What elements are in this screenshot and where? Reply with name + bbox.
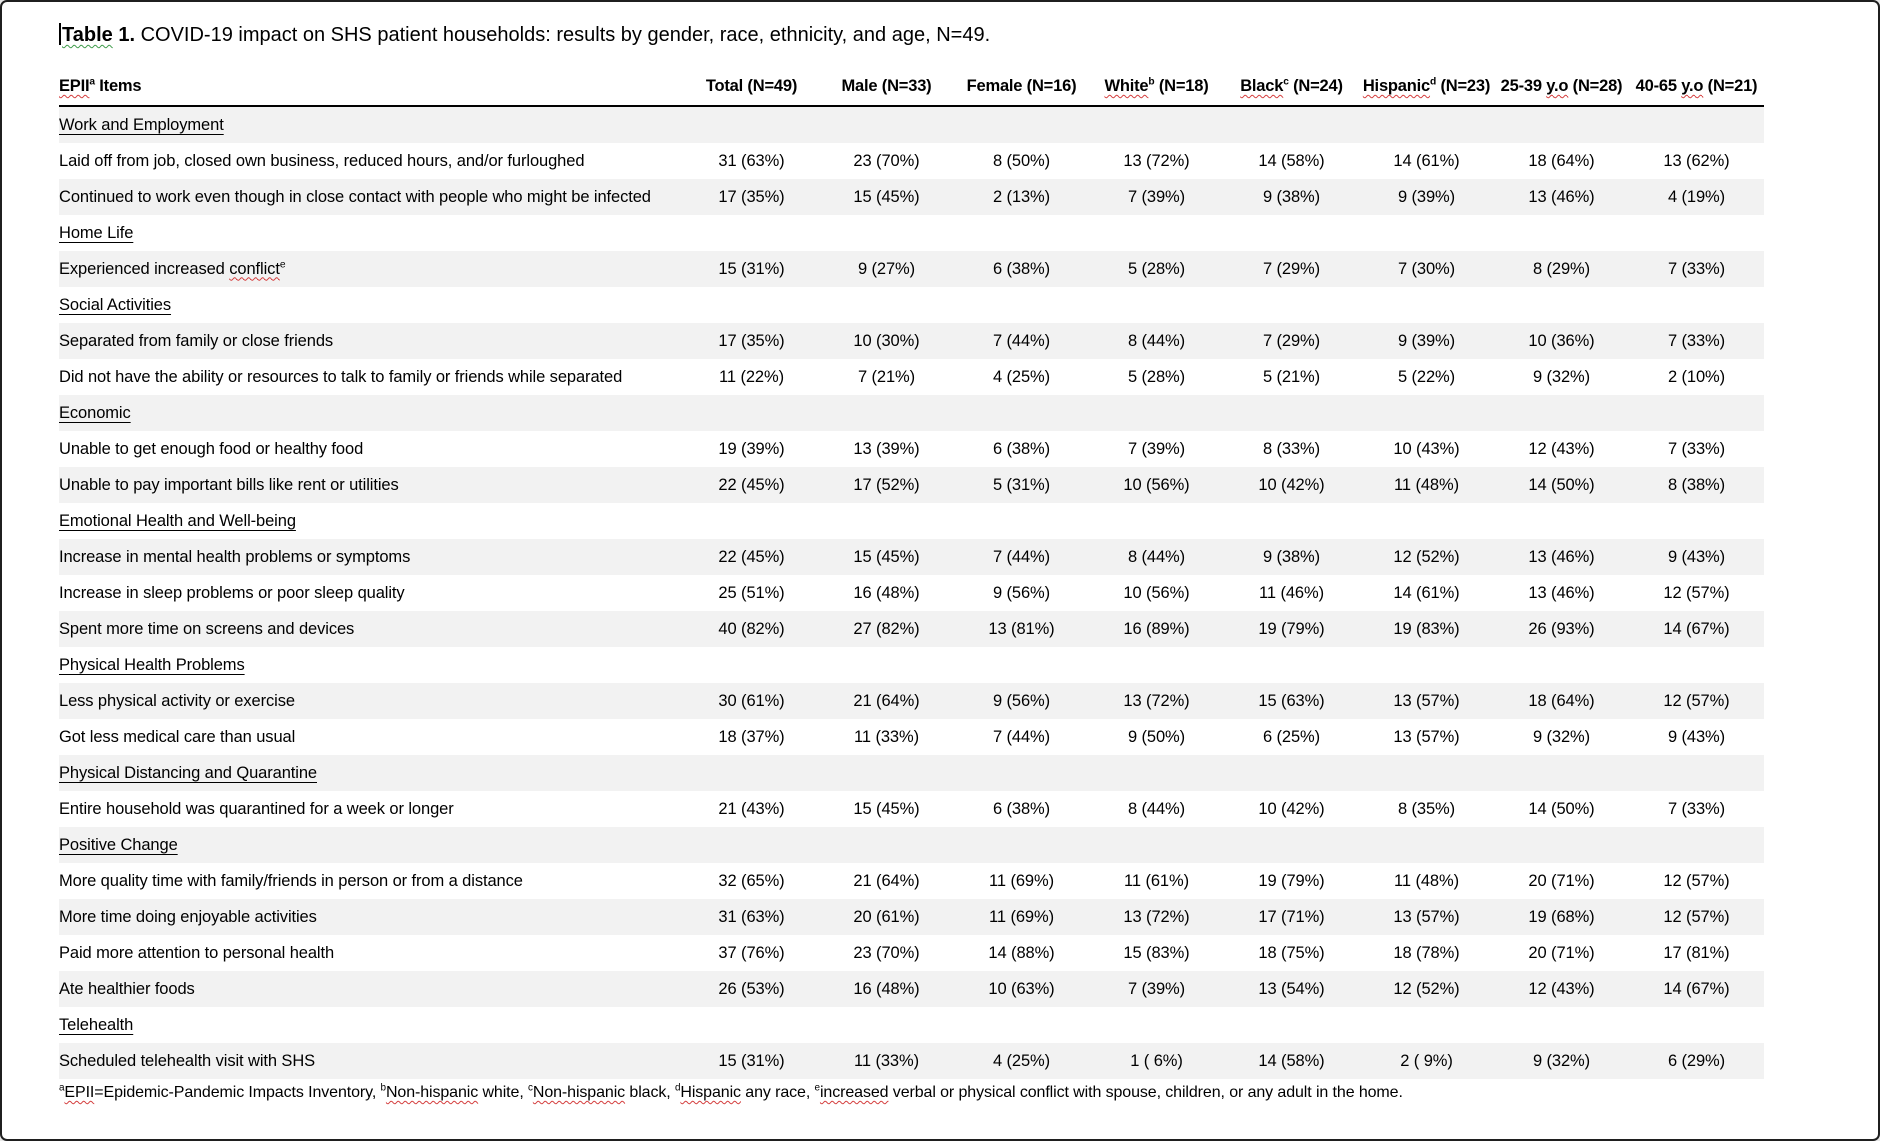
superscript-note-mark: b bbox=[380, 1082, 386, 1094]
item-row bbox=[59, 359, 1764, 395]
value-cell: 13 (57%) bbox=[1393, 907, 1460, 926]
item-row bbox=[59, 899, 1764, 935]
value-cell: 18 (78%) bbox=[1393, 943, 1460, 962]
value-cell: 12 (57%) bbox=[1663, 871, 1730, 890]
value-cell: 10 (42%) bbox=[1258, 799, 1325, 818]
value-cell: 7 (39%) bbox=[1127, 187, 1186, 206]
item-text: More time doing enjoyable activities bbox=[59, 907, 317, 926]
value-cell: 40 (82%) bbox=[718, 619, 785, 638]
item-label bbox=[59, 179, 684, 215]
value-cell: 9 (56%) bbox=[992, 691, 1051, 710]
section-label bbox=[59, 503, 1764, 539]
item-label bbox=[59, 575, 684, 611]
value-cell: 7 (29%) bbox=[1262, 331, 1321, 350]
section-label bbox=[59, 106, 1764, 143]
value-cell: 30 (61%) bbox=[718, 691, 785, 710]
value-cell: 22 (45%) bbox=[718, 547, 785, 566]
value-cell: 14 (58%) bbox=[1258, 151, 1325, 170]
value-cell: 10 (63%) bbox=[988, 979, 1055, 998]
table-footnote bbox=[59, 1084, 1764, 1102]
value-cell: 13 (72%) bbox=[1123, 151, 1190, 170]
value-cell: 15 (31%) bbox=[718, 1051, 785, 1070]
header-text: (N=21) bbox=[1703, 77, 1758, 95]
value-cell: 2 (10%) bbox=[1667, 367, 1726, 386]
item-text: Ate healthier foods bbox=[59, 979, 195, 998]
item-row bbox=[59, 719, 1764, 755]
flagged-word: EPII bbox=[64, 1084, 95, 1101]
value-cell: 10 (43%) bbox=[1393, 439, 1460, 458]
value-cell: 8 (29%) bbox=[1532, 259, 1591, 278]
item-text: Laid off from job, closed own business, reduced hours, and/or furloughed bbox=[59, 151, 585, 170]
value-cell: 14 (50%) bbox=[1528, 475, 1595, 494]
header-text: (N=24) bbox=[1288, 77, 1343, 95]
section-text: Social Activities bbox=[59, 295, 172, 314]
header-text: Male (N=33) bbox=[841, 77, 932, 95]
value-cell: 12 (52%) bbox=[1393, 547, 1460, 566]
value-cell: 11 (69%) bbox=[989, 871, 1054, 890]
value-cell: 20 (71%) bbox=[1528, 943, 1595, 962]
section-text: Economic bbox=[59, 403, 131, 422]
superscript-note-mark: c bbox=[1283, 76, 1289, 88]
value-cell: 17 (35%) bbox=[718, 187, 785, 206]
flagged-word: Non-hispanic bbox=[385, 1084, 479, 1101]
section-row bbox=[59, 647, 1764, 683]
header-text: (N=18) bbox=[1154, 77, 1209, 95]
header-text: (N=28) bbox=[1568, 77, 1623, 95]
item-text: Increase in sleep problems or poor sleep quality bbox=[59, 583, 405, 602]
value-cell: 10 (42%) bbox=[1258, 475, 1325, 494]
column-header bbox=[1224, 57, 1359, 106]
value-cell: 7 (39%) bbox=[1127, 439, 1186, 458]
value-cell: 14 (88%) bbox=[988, 943, 1055, 962]
item-row bbox=[59, 251, 1764, 287]
value-cell: 11 (69%) bbox=[989, 907, 1054, 926]
value-cell: 17 (35%) bbox=[718, 331, 785, 350]
value-cell: 6 (38%) bbox=[992, 439, 1051, 458]
value-cell: 10 (56%) bbox=[1123, 475, 1190, 494]
column-header bbox=[819, 57, 954, 106]
superscript-note-mark: a bbox=[89, 76, 95, 88]
epii-results-table bbox=[59, 57, 1764, 1079]
item-text: Got less medical care than usual bbox=[59, 727, 296, 746]
section-text: Home Life bbox=[59, 223, 134, 242]
item-label bbox=[59, 1043, 684, 1079]
value-cell: 7 (33%) bbox=[1667, 259, 1726, 278]
value-cell: 32 (65%) bbox=[718, 871, 785, 890]
value-cell: 14 (50%) bbox=[1528, 799, 1595, 818]
column-header bbox=[954, 57, 1089, 106]
item-text: Unable to get enough food or healthy food bbox=[59, 439, 364, 458]
value-cell: 6 (25%) bbox=[1262, 727, 1321, 746]
value-cell: 13 (62%) bbox=[1663, 151, 1730, 170]
value-cell: 8 (44%) bbox=[1127, 547, 1186, 566]
item-row bbox=[59, 1043, 1764, 1079]
section-label bbox=[59, 1007, 1764, 1043]
item-label bbox=[59, 863, 684, 899]
flagged-word: Table bbox=[62, 24, 113, 46]
item-text: Separated from family or close friends bbox=[59, 331, 334, 350]
value-cell: 7 (44%) bbox=[992, 331, 1051, 350]
header-row bbox=[59, 57, 1764, 106]
table-header bbox=[59, 57, 1764, 106]
value-cell: 13 (57%) bbox=[1393, 691, 1460, 710]
item-label bbox=[59, 683, 684, 719]
section-label bbox=[59, 215, 1764, 251]
value-cell: 8 (35%) bbox=[1397, 799, 1456, 818]
value-cell: 19 (79%) bbox=[1258, 871, 1325, 890]
value-cell: 25 (51%) bbox=[718, 583, 785, 602]
item-label bbox=[59, 323, 684, 359]
item-label bbox=[59, 359, 684, 395]
value-cell: 19 (39%) bbox=[718, 439, 785, 458]
item-row bbox=[59, 611, 1764, 647]
section-label bbox=[59, 827, 1764, 863]
section-row bbox=[59, 827, 1764, 863]
value-cell: 13 (39%) bbox=[853, 439, 920, 458]
item-label bbox=[59, 791, 684, 827]
value-cell: 12 (57%) bbox=[1663, 691, 1730, 710]
value-cell: 11 (48%) bbox=[1394, 475, 1459, 494]
value-cell: 14 (67%) bbox=[1663, 619, 1730, 638]
flagged-word: EPII bbox=[59, 77, 90, 95]
value-cell: 5 (21%) bbox=[1262, 367, 1321, 386]
flagged-word: Non-hispanic bbox=[532, 1084, 626, 1101]
value-cell: 13 (72%) bbox=[1123, 691, 1190, 710]
value-cell: 9 (39%) bbox=[1397, 331, 1456, 350]
value-cell: 2 ( 9%) bbox=[1400, 1051, 1453, 1070]
section-text: Telehealth bbox=[59, 1015, 134, 1034]
value-cell: 1 ( 6%) bbox=[1130, 1051, 1183, 1070]
item-text: Less physical activity or exercise bbox=[59, 691, 295, 710]
header-text: Items bbox=[94, 77, 142, 95]
superscript-note-mark: e bbox=[814, 1082, 820, 1094]
value-cell: 27 (82%) bbox=[853, 619, 920, 638]
footnote-text: any race, bbox=[740, 1084, 815, 1101]
section-text: Emotional Health and Well-being bbox=[59, 511, 296, 530]
value-cell: 8 (44%) bbox=[1127, 799, 1186, 818]
value-cell: 13 (54%) bbox=[1258, 979, 1325, 998]
superscript-note-mark: d bbox=[1430, 76, 1437, 88]
section-row bbox=[59, 287, 1764, 323]
header-text: Female (N=16) bbox=[966, 77, 1077, 95]
text-cursor bbox=[59, 23, 61, 45]
item-text: Paid more attention to personal health bbox=[59, 943, 335, 962]
value-cell: 4 (25%) bbox=[992, 1051, 1051, 1070]
value-cell: 7 (21%) bbox=[857, 367, 916, 386]
value-cell: 18 (64%) bbox=[1528, 151, 1595, 170]
value-cell: 23 (70%) bbox=[853, 151, 920, 170]
value-cell: 19 (83%) bbox=[1393, 619, 1460, 638]
item-row bbox=[59, 467, 1764, 503]
value-cell: 22 (45%) bbox=[718, 475, 785, 494]
value-cell: 8 (33%) bbox=[1262, 439, 1321, 458]
item-row bbox=[59, 539, 1764, 575]
value-cell: 11 (22%) bbox=[719, 367, 784, 386]
superscript-note-mark: b bbox=[1148, 76, 1155, 88]
value-cell: 8 (38%) bbox=[1667, 475, 1726, 494]
value-cell: 19 (79%) bbox=[1258, 619, 1325, 638]
item-row bbox=[59, 431, 1764, 467]
column-header bbox=[1089, 57, 1224, 106]
item-text: Entire household was quarantined for a week or longer bbox=[59, 799, 454, 818]
value-cell: 7 (39%) bbox=[1127, 979, 1186, 998]
item-row bbox=[59, 863, 1764, 899]
item-text: Did not have the ability or resources to talk to family or friends while separated bbox=[59, 367, 623, 386]
value-cell: 9 (32%) bbox=[1532, 367, 1591, 386]
value-cell: 11 (48%) bbox=[1394, 871, 1459, 890]
item-label bbox=[59, 431, 684, 467]
item-text: More quality time with family/friends in person or from a distance bbox=[59, 871, 523, 890]
value-cell: 9 (43%) bbox=[1667, 727, 1726, 746]
value-cell: 5 (28%) bbox=[1127, 367, 1186, 386]
section-label bbox=[59, 755, 1764, 791]
item-label bbox=[59, 935, 684, 971]
value-cell: 37 (76%) bbox=[718, 943, 785, 962]
value-cell: 14 (67%) bbox=[1663, 979, 1730, 998]
value-cell: 19 (68%) bbox=[1528, 907, 1595, 926]
item-label bbox=[59, 611, 684, 647]
value-cell: 15 (45%) bbox=[853, 547, 920, 566]
value-cell: 5 (31%) bbox=[992, 475, 1051, 494]
value-cell: 7 (33%) bbox=[1667, 439, 1726, 458]
flagged-word: Black bbox=[1240, 77, 1284, 95]
superscript-note-mark: d bbox=[674, 1082, 681, 1094]
value-cell: 10 (56%) bbox=[1123, 583, 1190, 602]
document-content bbox=[2, 2, 1764, 1102]
item-label bbox=[59, 539, 684, 575]
value-cell: 11 (46%) bbox=[1259, 583, 1324, 602]
value-cell: 12 (57%) bbox=[1663, 907, 1730, 926]
value-cell: 26 (53%) bbox=[718, 979, 785, 998]
value-cell: 15 (31%) bbox=[718, 259, 785, 278]
column-header bbox=[684, 57, 819, 106]
value-cell: 9 (38%) bbox=[1262, 187, 1321, 206]
item-row bbox=[59, 575, 1764, 611]
value-cell: 21 (64%) bbox=[853, 871, 920, 890]
footnote-text: black, bbox=[625, 1084, 675, 1101]
value-cell: 11 (61%) bbox=[1124, 871, 1189, 890]
flagged-word: y.o bbox=[1546, 77, 1569, 95]
item-row bbox=[59, 323, 1764, 359]
item-label bbox=[59, 251, 684, 287]
title-text: 1. bbox=[112, 24, 136, 46]
value-cell: 7 (33%) bbox=[1667, 331, 1726, 350]
section-label bbox=[59, 287, 1764, 323]
value-cell: 17 (52%) bbox=[853, 475, 920, 494]
superscript-note-mark: c bbox=[528, 1082, 533, 1094]
value-cell: 13 (46%) bbox=[1528, 187, 1595, 206]
footnote-text: =Epidemic-Pandemic Impacts Inventory, bbox=[94, 1084, 381, 1101]
value-cell: 9 (32%) bbox=[1532, 1051, 1591, 1070]
value-cell: 14 (58%) bbox=[1258, 1051, 1325, 1070]
value-cell: 5 (22%) bbox=[1397, 367, 1456, 386]
column-header bbox=[1359, 57, 1494, 106]
table-title bbox=[59, 22, 1764, 48]
section-row bbox=[59, 1007, 1764, 1043]
value-cell: 12 (52%) bbox=[1393, 979, 1460, 998]
value-cell: 9 (50%) bbox=[1127, 727, 1186, 746]
superscript-note-mark: a bbox=[59, 1082, 65, 1094]
value-cell: 16 (48%) bbox=[853, 979, 920, 998]
item-label bbox=[59, 143, 684, 179]
value-cell: 20 (61%) bbox=[853, 907, 920, 926]
section-label bbox=[59, 647, 1764, 683]
item-label bbox=[59, 971, 684, 1007]
header-text: Total (N=49) bbox=[705, 77, 798, 95]
value-cell: 23 (70%) bbox=[853, 943, 920, 962]
value-cell: 11 (33%) bbox=[854, 727, 919, 746]
value-cell: 13 (46%) bbox=[1528, 583, 1595, 602]
value-cell: 9 (38%) bbox=[1262, 547, 1321, 566]
column-header bbox=[1494, 57, 1629, 106]
value-cell: 12 (57%) bbox=[1663, 583, 1730, 602]
value-cell: 14 (61%) bbox=[1393, 583, 1460, 602]
value-cell: 18 (75%) bbox=[1258, 943, 1325, 962]
value-cell: 5 (28%) bbox=[1127, 259, 1186, 278]
item-row bbox=[59, 935, 1764, 971]
value-cell: 2 (13%) bbox=[992, 187, 1051, 206]
flagged-word: Hispanic bbox=[1362, 77, 1431, 95]
value-cell: 21 (43%) bbox=[718, 799, 785, 818]
item-label bbox=[59, 467, 684, 503]
value-cell: 15 (45%) bbox=[853, 799, 920, 818]
header-text: 40-65 bbox=[1635, 77, 1682, 95]
item-text: Experienced increased bbox=[59, 259, 230, 278]
item-text: Scheduled telehealth visit with SHS bbox=[59, 1051, 316, 1070]
flagged-word: Hispanic bbox=[680, 1084, 741, 1101]
item-label bbox=[59, 899, 684, 935]
section-row bbox=[59, 503, 1764, 539]
value-cell: 31 (63%) bbox=[718, 907, 785, 926]
section-text: Work and Employment bbox=[59, 115, 224, 134]
value-cell: 9 (56%) bbox=[992, 583, 1051, 602]
value-cell: 7 (29%) bbox=[1262, 259, 1321, 278]
value-cell: 7 (30%) bbox=[1397, 259, 1456, 278]
value-cell: 9 (32%) bbox=[1532, 727, 1591, 746]
section-text: Physical Health Problems bbox=[59, 655, 245, 674]
value-cell: 10 (30%) bbox=[853, 331, 920, 350]
value-cell: 17 (71%) bbox=[1258, 907, 1325, 926]
value-cell: 31 (63%) bbox=[718, 151, 785, 170]
value-cell: 26 (93%) bbox=[1528, 619, 1595, 638]
value-cell: 21 (64%) bbox=[853, 691, 920, 710]
item-row bbox=[59, 791, 1764, 827]
title-text: COVID-19 impact on SHS patient households: results by gender, race, ethnicity, and age, N=49. bbox=[135, 24, 991, 46]
value-cell: 8 (50%) bbox=[992, 151, 1051, 170]
value-cell: 10 (36%) bbox=[1528, 331, 1595, 350]
value-cell: 8 (44%) bbox=[1127, 331, 1186, 350]
section-text: Positive Change bbox=[59, 835, 178, 854]
flagged-word: y.o bbox=[1681, 77, 1704, 95]
value-cell: 9 (43%) bbox=[1667, 547, 1726, 566]
value-cell: 16 (89%) bbox=[1123, 619, 1190, 638]
section-row bbox=[59, 395, 1764, 431]
value-cell: 4 (25%) bbox=[992, 367, 1051, 386]
value-cell: 13 (81%) bbox=[988, 619, 1055, 638]
footnote-text: verbal or physical conflict with spouse, children, or any adult in the home. bbox=[888, 1084, 1403, 1101]
item-row bbox=[59, 143, 1764, 179]
value-cell: 6 (38%) bbox=[992, 799, 1051, 818]
section-label bbox=[59, 395, 1764, 431]
value-cell: 13 (72%) bbox=[1123, 907, 1190, 926]
section-row bbox=[59, 106, 1764, 143]
flagged-word: White bbox=[1104, 77, 1149, 95]
item-text: Increase in mental health problems or symptoms bbox=[59, 547, 411, 566]
superscript-note-mark: e bbox=[279, 259, 286, 270]
item-row bbox=[59, 683, 1764, 719]
value-cell: 13 (46%) bbox=[1528, 547, 1595, 566]
flagged-word: increased bbox=[819, 1084, 889, 1101]
item-text: Unable to pay important bills like rent or utilities bbox=[59, 475, 399, 494]
value-cell: 12 (43%) bbox=[1528, 439, 1595, 458]
flagged-word: conflict bbox=[229, 259, 280, 278]
section-text: Physical Distancing and Quarantine bbox=[59, 763, 317, 782]
value-cell: 15 (63%) bbox=[1258, 691, 1325, 710]
value-cell: 7 (33%) bbox=[1667, 799, 1726, 818]
value-cell: 18 (64%) bbox=[1528, 691, 1595, 710]
value-cell: 20 (71%) bbox=[1528, 871, 1595, 890]
column-header bbox=[1629, 57, 1764, 106]
item-row bbox=[59, 971, 1764, 1007]
table-body bbox=[59, 106, 1764, 1079]
value-cell: 12 (43%) bbox=[1528, 979, 1595, 998]
value-cell: 7 (44%) bbox=[992, 727, 1051, 746]
value-cell: 15 (83%) bbox=[1123, 943, 1190, 962]
value-cell: 18 (37%) bbox=[718, 727, 785, 746]
item-text: Continued to work even though in close contact with people who might be infected bbox=[59, 187, 651, 206]
section-row bbox=[59, 755, 1764, 791]
value-cell: 11 (33%) bbox=[854, 1051, 919, 1070]
item-label bbox=[59, 719, 684, 755]
column-header-items bbox=[59, 57, 684, 106]
header-text: 25-39 bbox=[1500, 77, 1547, 95]
value-cell: 9 (39%) bbox=[1397, 187, 1456, 206]
section-row bbox=[59, 215, 1764, 251]
value-cell: 6 (29%) bbox=[1667, 1051, 1726, 1070]
value-cell: 17 (81%) bbox=[1663, 943, 1730, 962]
value-cell: 13 (57%) bbox=[1393, 727, 1460, 746]
header-text: (N=23) bbox=[1436, 77, 1491, 95]
value-cell: 4 (19%) bbox=[1667, 187, 1726, 206]
value-cell: 6 (38%) bbox=[992, 259, 1051, 278]
item-text: Spent more time on screens and devices bbox=[59, 619, 355, 638]
footnote-text: white, bbox=[478, 1084, 529, 1101]
item-row bbox=[59, 179, 1764, 215]
value-cell: 14 (61%) bbox=[1393, 151, 1460, 170]
value-cell: 7 (44%) bbox=[992, 547, 1051, 566]
value-cell: 16 (48%) bbox=[853, 583, 920, 602]
value-cell: 15 (45%) bbox=[853, 187, 920, 206]
value-cell: 9 (27%) bbox=[857, 259, 916, 278]
